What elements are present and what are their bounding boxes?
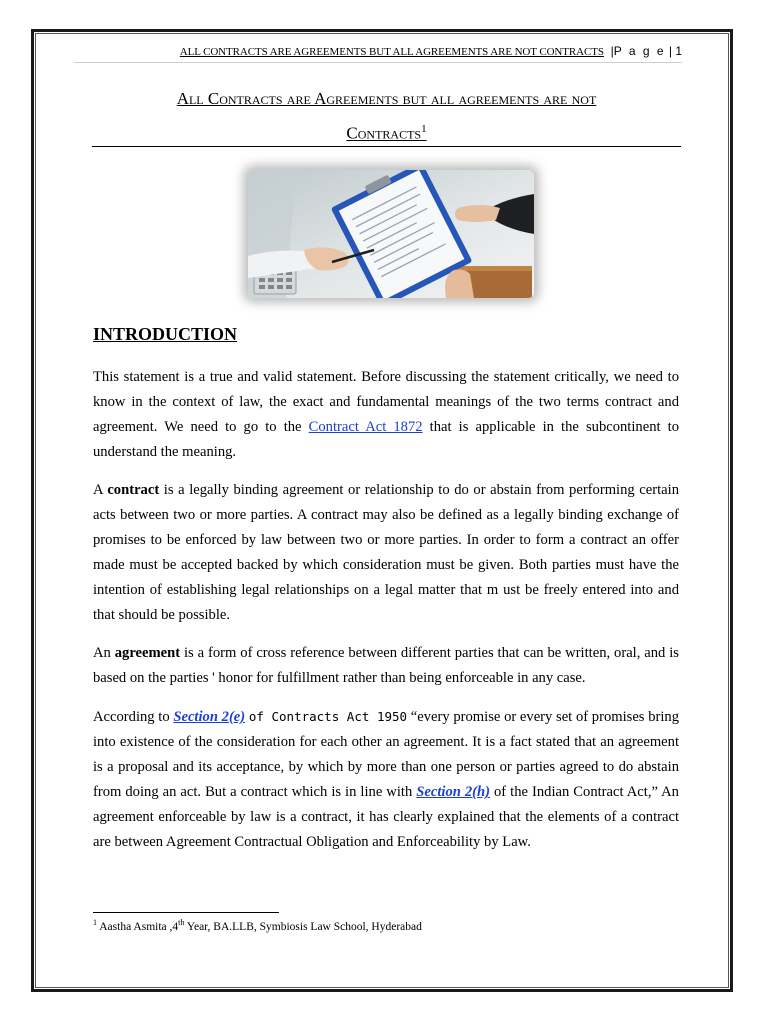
section-2h-link[interactable]: Section 2(h) bbox=[416, 784, 490, 801]
title-line-2: Contracts bbox=[346, 123, 422, 143]
footnote-text-start: Aastha Asmita ,4 bbox=[97, 920, 179, 933]
footnote-divider bbox=[93, 912, 279, 913]
p2-bold-term: contract bbox=[107, 482, 160, 498]
lower-hand-icon bbox=[445, 270, 474, 299]
footnote-ordinal: th bbox=[178, 918, 185, 927]
title-footnote-marker: 1 bbox=[421, 123, 427, 135]
p4-text-end: of the Indian Contract Act,” An agreement enforceable by law is a contract, it has clearly explained that the elements of a contract are between Agreement Contractual Obligation and Enforceability by Law. bbox=[93, 784, 679, 851]
footnote-text-end: Year, BA.LLB, Symbiosis Law School, Hyderabad bbox=[184, 920, 422, 933]
p3-text-start: An bbox=[93, 645, 115, 661]
p2-text-start: A bbox=[93, 482, 108, 498]
p1-text-start: This statement is a true and valid statement. Before discussing the statement critically, we need to know in the context of law, the exact and fundamental meanings of the two terms contract and agreement. We need to go to the bbox=[93, 369, 679, 436]
p2-text-rest: is a legally binding agreement or relationship to do or abstain from performing certain acts between two or more parties. A contract may also be defined as a legally binding exchange of promises to be enforced by law between two or more parties. In order to form a contract an offer made must be accepted backed by which consideration must be given. Both parties must have the intention of establishing legal relationships on a legal matter that m ust be freely entered into and that should be possible. bbox=[93, 482, 679, 624]
paragraph-intro bbox=[93, 365, 679, 465]
page-word: P a g e bbox=[613, 44, 666, 58]
page-header bbox=[74, 44, 682, 63]
header-title: ALL CONTRACTS ARE AGREEMENTS BUT ALL AGREEMENTS ARE NOT CONTRACTS bbox=[179, 46, 604, 58]
paragraph-section-reference bbox=[93, 704, 679, 856]
paragraph-contract-definition bbox=[93, 478, 679, 629]
document-title bbox=[92, 84, 681, 149]
p3-text-rest: is a form of cross reference between different parties that can be written, oral, and is based on the parties ' honor for fulfillment rather than being enforceable in any case. bbox=[93, 645, 679, 687]
p3-bold-term: agreement bbox=[114, 645, 181, 661]
paragraph-agreement-definition bbox=[93, 641, 679, 691]
header-separator: | bbox=[610, 44, 614, 58]
p1-text-end: that is applicable in the subcontinent to understand the meaning. bbox=[93, 419, 680, 461]
p4-text-start: According to bbox=[93, 709, 174, 725]
footnote bbox=[93, 918, 422, 933]
p4-text-mid: “every promise or every set of promises bring into existence of the consideration for each other an agreement. It is a fact stated that an agreement is a proposal and its acceptance, by which by more than one person or parties agreed to do abstain from doing an act. But a contract which is in line with bbox=[93, 709, 679, 801]
contract-act-1872-link[interactable]: Contract Act 1872 bbox=[308, 419, 423, 436]
section-2e-link[interactable]: Section 2(e) bbox=[173, 709, 246, 725]
title-line-1: All Contracts are Agreements but all agreements are not bbox=[176, 89, 597, 108]
signing-contract-photo bbox=[248, 170, 534, 298]
page-number bbox=[611, 44, 682, 58]
page-number-value: | 1 bbox=[668, 44, 682, 58]
footnote-marker: 1 bbox=[93, 918, 97, 927]
p4-act-reference: of Contracts Act 1950 bbox=[248, 709, 408, 724]
section-heading: INTRODUCTION bbox=[93, 324, 238, 344]
title-divider bbox=[92, 146, 681, 147]
